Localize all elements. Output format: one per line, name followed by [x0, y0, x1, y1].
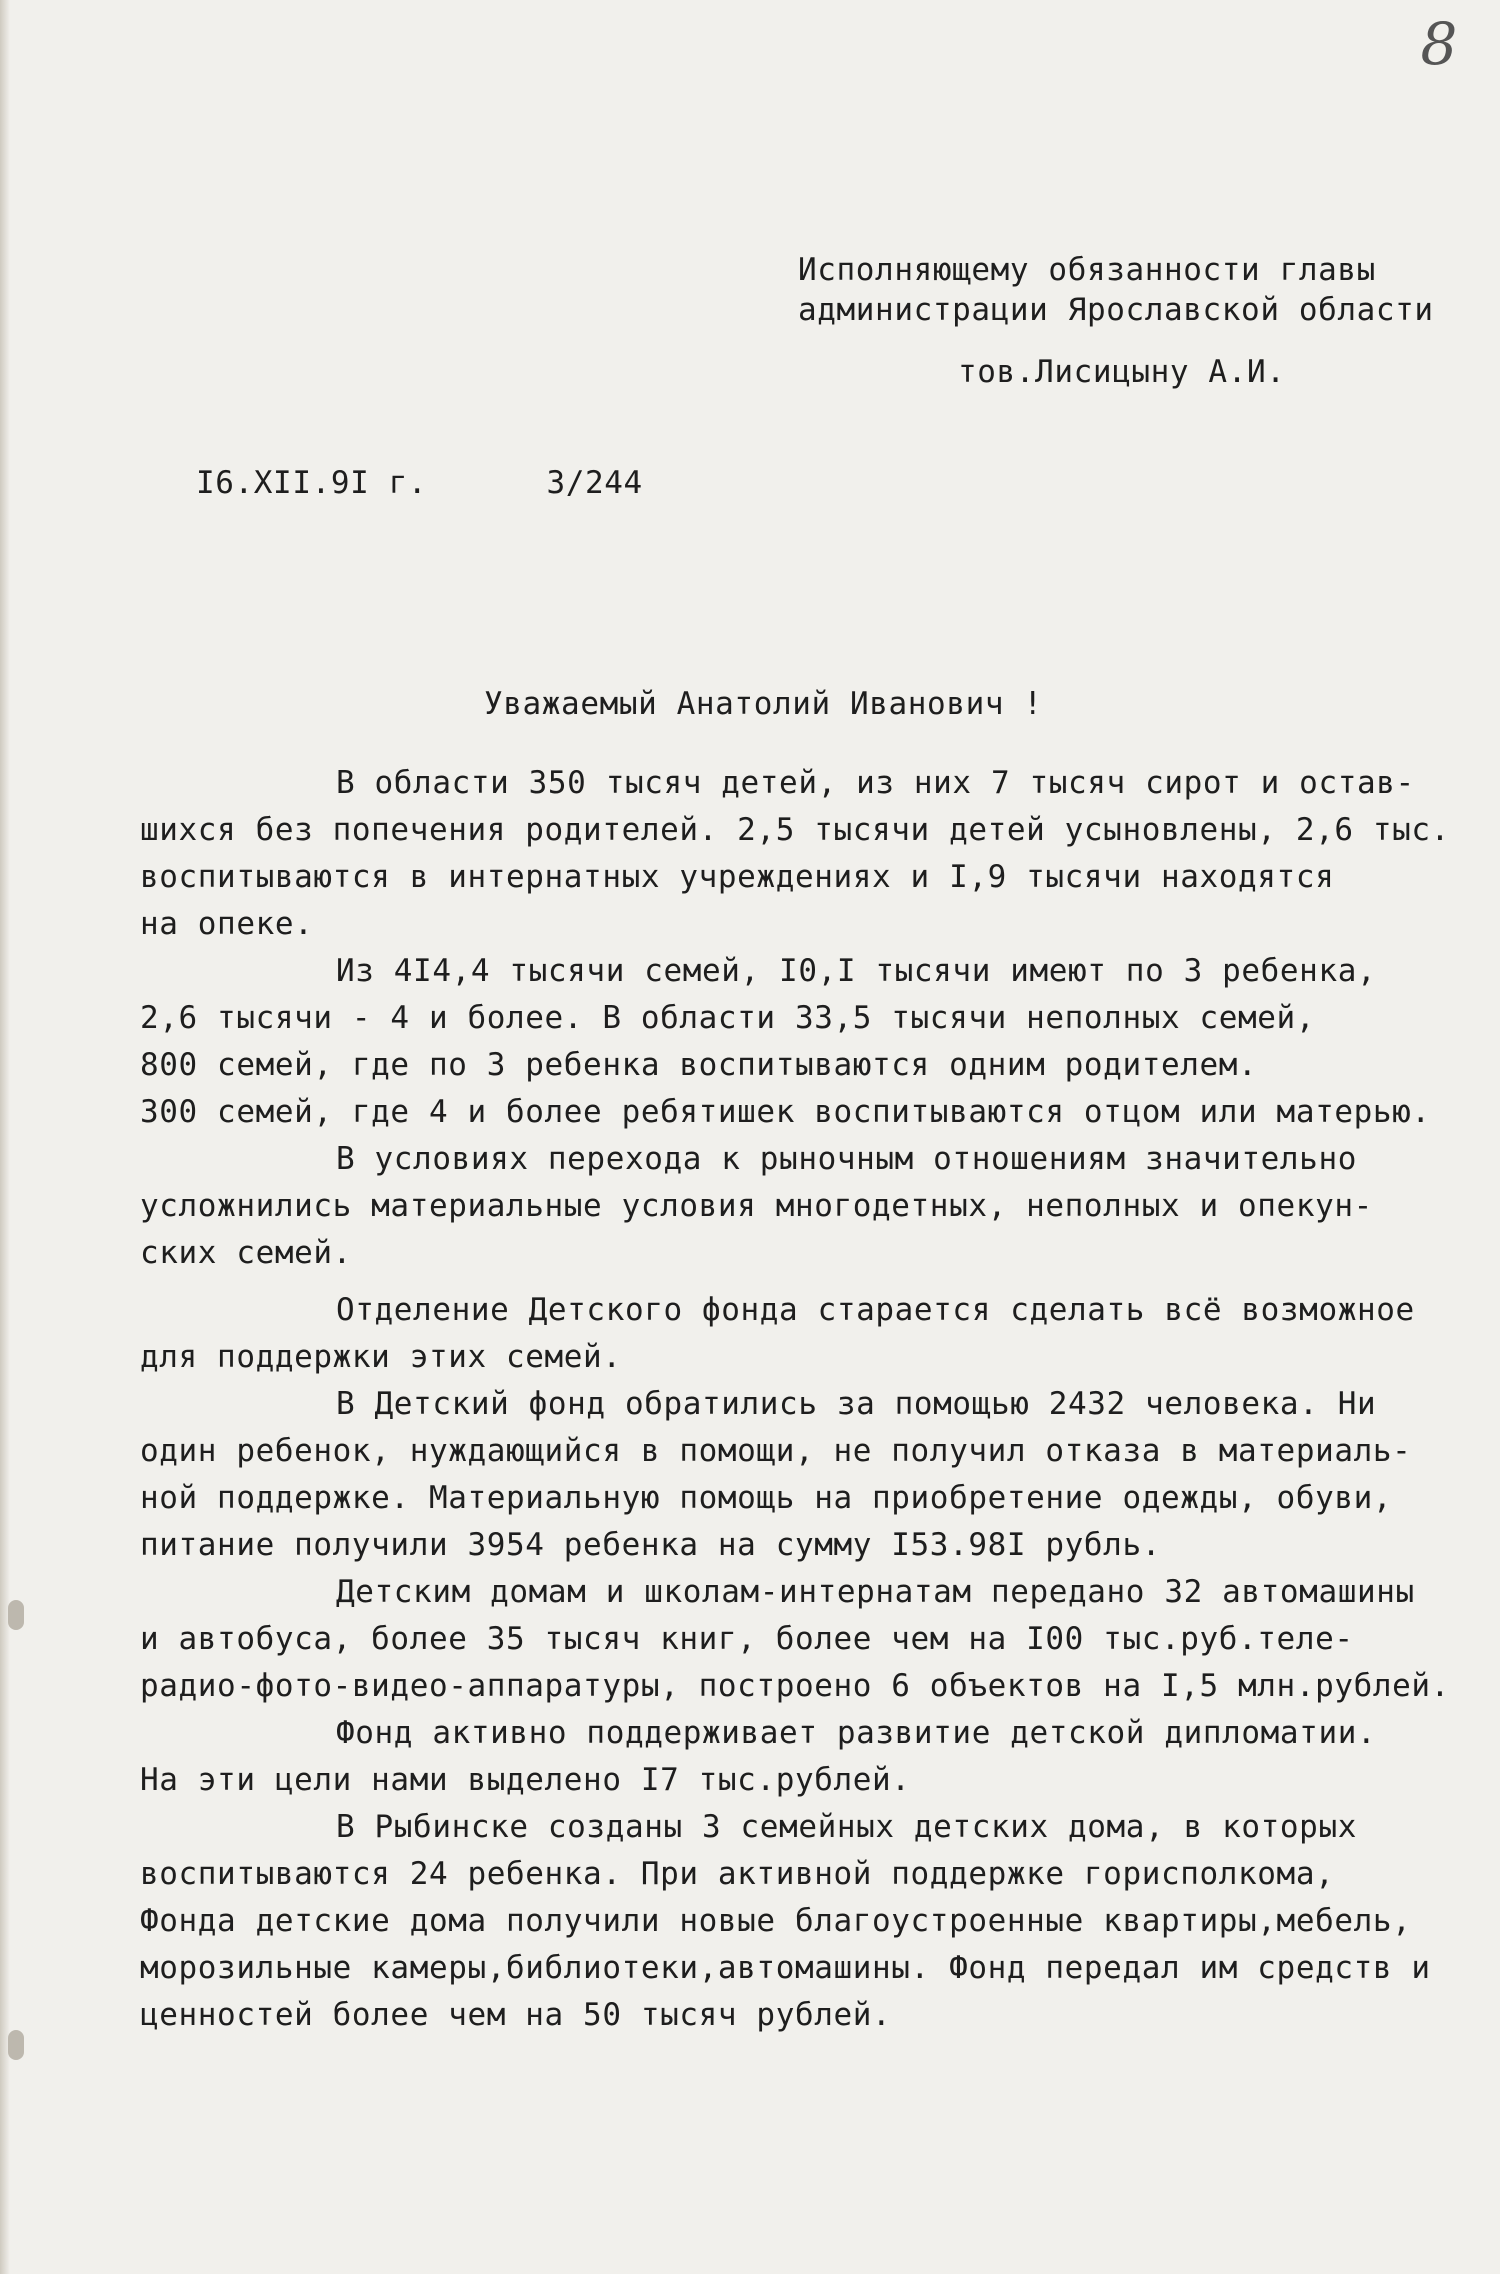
binding-hole [8, 2030, 24, 2060]
body-line: ских семей. [140, 1235, 352, 1271]
body-line: В Рыбинске созданы 3 семейных детских дома, в которых [336, 1809, 1357, 1845]
body-line: усложнились материальные условия многодетных, неполных и опекун- [140, 1188, 1373, 1224]
body-line: воспитываются 24 ребенка. При активной поддержке горисполкома, [140, 1856, 1335, 1892]
body-line: на опеке. [140, 906, 314, 942]
addressee-line: Исполняющему обязанности главы [798, 252, 1376, 288]
body-line: радио-фото-видео-аппаратуры, построено 6 объектов на I,5 млн.рублей. [140, 1668, 1450, 1704]
body-line: Из 4I4,4 тысячи семей, I0,I тысячи имеют по 3 ребенка, [336, 953, 1377, 989]
body-line: В условиях перехода к рыночным отношениям значительно [336, 1141, 1357, 1177]
body-line: воспитываются в интернатных учреждениях и I,9 тысячи находятся [140, 859, 1335, 895]
body-line: Отделение Детского фонда старается сделать всё возможное [336, 1292, 1415, 1328]
letter-body [140, 760, 1485, 2039]
body-line: питание получили 3954 ребенка на сумму I53.98I рубль. [140, 1527, 1161, 1563]
body-line: один ребенок, нуждающийся в помощи, не получил отказа в материаль- [140, 1433, 1412, 1469]
binding-hole [8, 1600, 24, 1630]
salutation: Уважаемый Анатолий Иванович ! [484, 686, 1043, 722]
body-line: ценностей более чем на 50 тысяч рублей. [140, 1997, 892, 2033]
letter-date: I6.XII.9I г. [196, 465, 428, 501]
letter-number: 3/244 [546, 465, 643, 501]
body-line: Детским домам и школам-интернатам передано 32 автомашины [336, 1574, 1415, 1610]
reference-line [196, 465, 643, 501]
body-line: Фонд активно поддерживает развитие детской дипломатии. [336, 1715, 1377, 1751]
body-line: 300 семей, где 4 и более ребятишек воспитываются отцом или матерью. [140, 1094, 1431, 1130]
body-line: шихся без попечения родителей. 2,5 тысячи детей усыновлены, 2,6 тыс. [140, 812, 1450, 848]
body-line: для поддержки этих семей. [140, 1339, 622, 1375]
body-line: морозильные камеры,библиотеки,автомашины. Фонд передал им средств и [140, 1950, 1431, 1986]
body-line: 800 семей, где по 3 ребенка воспитываются одним родителем. [140, 1047, 1258, 1083]
body-line: На эти цели нами выделено I7 тыс.рублей. [140, 1762, 911, 1798]
body-line: В Детский фонд обратились за помощью 2432 человека. Ни [336, 1386, 1377, 1422]
body-line: ной поддержке. Материальную помощь на приобретение одежды, обуви, [140, 1480, 1393, 1516]
addressee-block [798, 250, 1434, 392]
body-line: 2,6 тысячи - 4 и более. В области 33,5 тысячи неполных семей, [140, 1000, 1316, 1036]
folio-number: 8 [1420, 10, 1458, 78]
body-line: Фонда детские дома получили новые благоустроенные квартиры,мебель, [140, 1903, 1412, 1939]
binding-edge [0, 0, 10, 2274]
body-line: и автобуса, более 35 тысяч книг, более чем на I00 тыс.руб.теле- [140, 1621, 1354, 1657]
body-line: В области 350 тысяч детей, из них 7 тысяч сирот и остав- [336, 765, 1415, 801]
addressee-name: тов.Лисицыну А.И. [958, 354, 1286, 390]
addressee-line: администрации Ярославской области [798, 292, 1434, 328]
